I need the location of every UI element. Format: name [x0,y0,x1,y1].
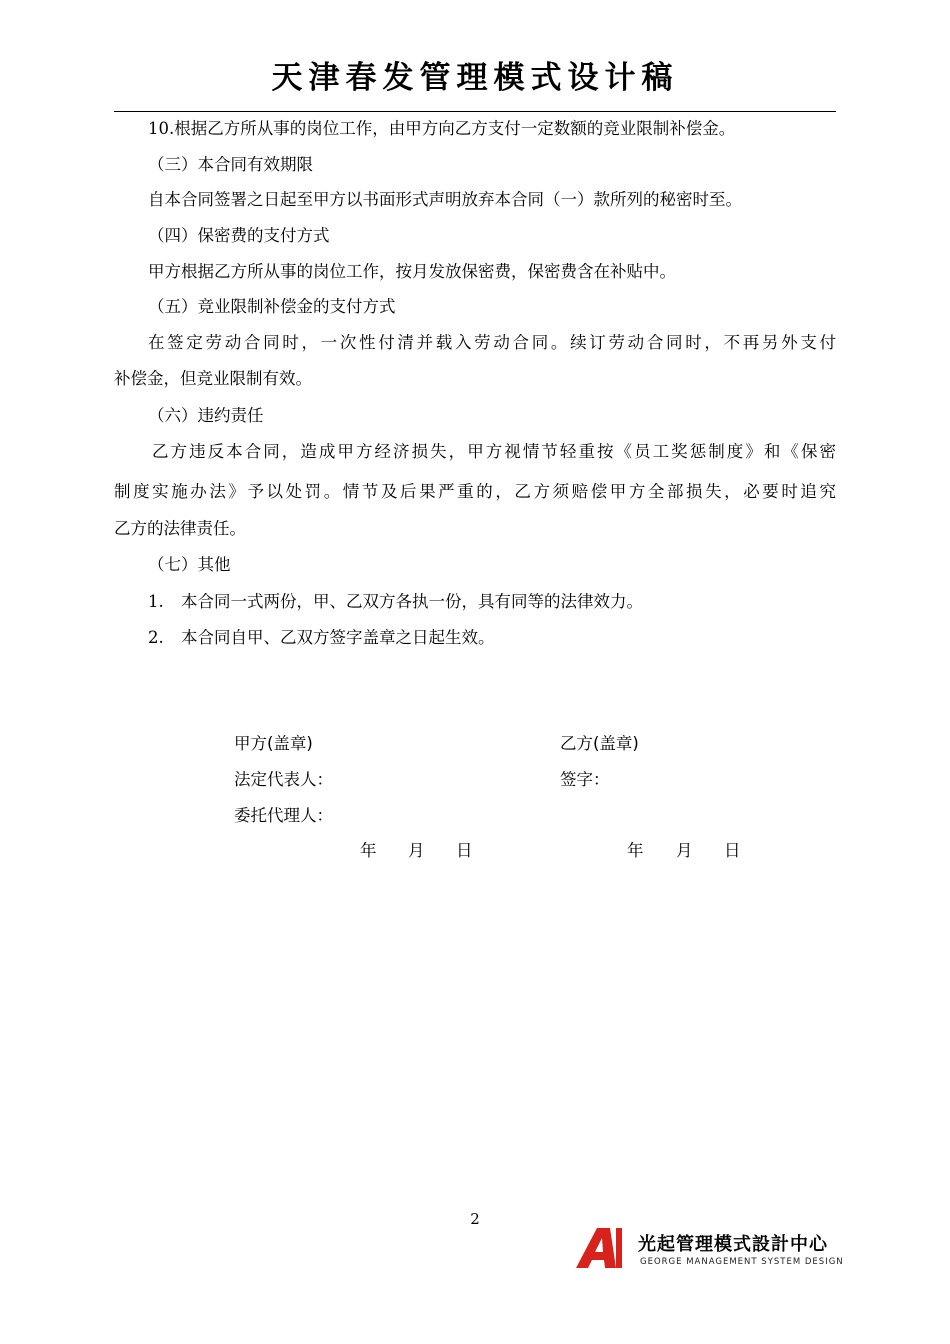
section-4-heading: （四）保密费的支付方式 [148,226,330,245]
item-2-text: 本合同自甲、乙双方签字盖章之日起生效。 [181,628,495,647]
logo-chinese-name: 光起管理模式設計中心 [638,1234,828,1255]
party-a-date-month: 月 [408,841,425,860]
party-a-date-day: 日 [456,841,473,860]
section-5-text-line2: 补偿金，但竞业限制有效。 [114,369,312,388]
item-1-text: 本合同一式两份，甲、乙双方各执一份，具有同等的法律效力。 [181,592,643,611]
party-a-date-year: 年 [360,841,377,860]
section-6-text-line3: 乙方的法律责任。 [114,519,246,538]
item-2-number: 2. [148,628,164,647]
section-3-heading: （三）本合同有效期限 [148,155,313,174]
footer-logo [576,1228,844,1272]
section-7-heading: （七）其他 [148,555,231,574]
clause-10: 10.根据乙方所从事的岗位工作，由甲方向乙方支付一定数额的竞业限制补偿金。 [148,119,736,138]
section-6-heading: （六）违约责任 [148,406,264,425]
party-b-label: 乙方(盖章) [560,734,639,753]
section-6-text-line1: 乙方违反本合同，造成甲方经济损失，甲方视情节轻重按《员工奖惩制度》和《保密 [152,442,836,461]
section-5-text-line1: 在签定劳动合同时，一次性付清并载入劳动合同。续订劳动合同时，不再另外支付 [148,333,836,352]
page-number: 2 [470,1210,480,1228]
section-3-text: 自本合同签署之日起至甲方以书面形式声明放弃本合同（一）款所列的秘密时至。 [148,190,742,209]
party-b-date-day: 日 [724,841,741,860]
section-5-heading: （五）竞业限制补偿金的支付方式 [148,297,396,316]
header-divider [114,111,836,112]
party-b-date-year: 年 [627,841,644,860]
item-1-number: 1. [148,592,164,611]
party-b-date-month: 月 [676,841,693,860]
document-header-title: 天津春发管理模式设计稿 [271,60,679,96]
section-6-text-line2: 制度实施办法》予以处罚。情节及后果严重的，乙方须赔偿甲方全部损失，必要时追究 [114,482,836,501]
section-4-text: 甲方根据乙方所从事的岗位工作，按月发放保密费，保密费含在补贴中。 [148,262,676,281]
party-a-label: 甲方(盖章) [234,734,313,753]
agent-label: 委托代理人： [234,806,333,825]
signature-label: 签字： [560,770,610,789]
legal-representative-label: 法定代表人： [234,770,333,789]
logo-a-mark-icon [576,1228,626,1268]
logo-english-name: GEORGE MANAGEMENT SYSTEM DESIGN [640,1257,844,1267]
